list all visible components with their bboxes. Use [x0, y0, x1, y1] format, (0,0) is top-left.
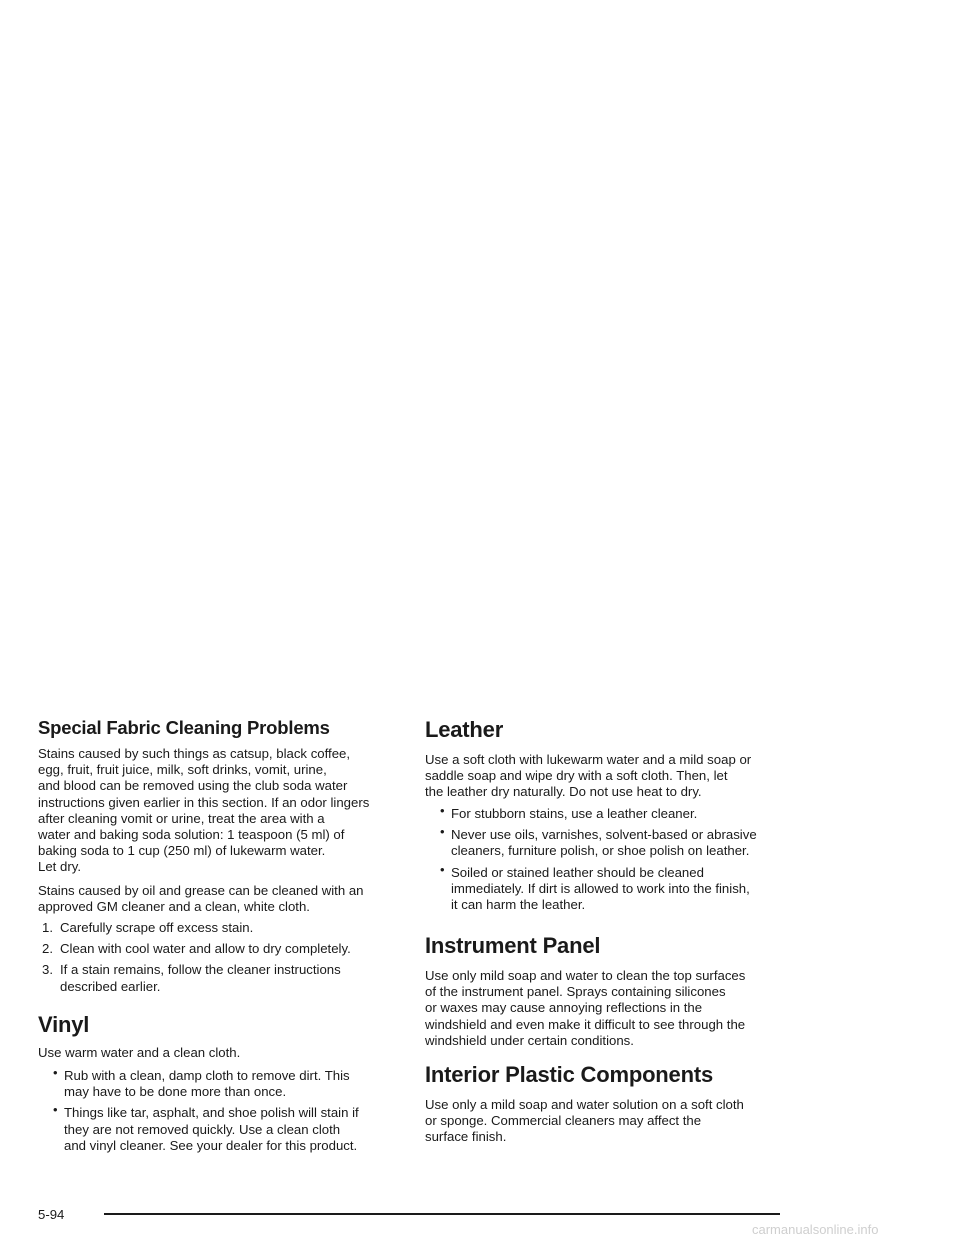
step-text: Carefully scrape off excess stain. [60, 920, 254, 935]
bullet-item [425, 824, 775, 859]
bullet-text: Never use oils, varnishes, solvent-based or abrasive cleaners, furniture polish, or shoe polish on leather. [451, 827, 757, 859]
instrument-panel-text: Use only mild soap and water to clean the top surfaces of the instrument panel. Sprays containing silicones or waxes may cause annoying reflections in the windshield and even make it difficult to see through the windshield under certain conditions. [425, 968, 746, 1048]
step-text: Clean with cool water and allow to dry completely. [60, 941, 351, 957]
leather-intro: Use a soft cloth with lukewarm water and a mild soap or saddle soap and wipe dry with a soft cloth. Then, let the leather dry naturally. Do not use heat to dry. [425, 752, 752, 800]
bullet-item [425, 861, 775, 914]
step-item [38, 962, 378, 994]
footer-rule [104, 1213, 780, 1215]
interior-plastic-heading: Interior Plastic Components [425, 1062, 713, 1087]
vinyl-intro: Use warm water and a clean cloth. [38, 1045, 241, 1060]
bullet-text: Things like tar, asphalt, and shoe polish will stain if they are not removed quickly. Use a clean cloth and vinyl cleaner. See your dealer for this product. [64, 1105, 359, 1153]
page-number: 5-94 [38, 1207, 65, 1222]
bullet-item [38, 1102, 388, 1154]
bullet-text: Rub with a clean, damp cloth to remove dirt. This may have to be done more than once. [64, 1068, 350, 1100]
watermark-text: carmanualsonline.info [752, 1222, 879, 1237]
vinyl-heading: Vinyl [38, 1012, 90, 1037]
bullet-icon: • [53, 1065, 58, 1080]
bullet-icon: • [440, 861, 445, 877]
bullet-text: Soiled or stained leather should be cleaned immediately. If dirt is allowed to work into the finish, it can harm the leather. [451, 864, 750, 913]
bullet-item [38, 1065, 388, 1100]
interior-plastic-text: Use only a mild soap and water solution on a soft cloth or sponge. Commercial cleaners may affect the surface finish. [425, 1097, 744, 1145]
instrument-panel-heading: Instrument Panel [425, 933, 601, 958]
bullet-text: For stubborn stains, use a leather cleaner. [451, 806, 698, 821]
step-number: 3. [42, 962, 53, 978]
bullet-icon: • [53, 1102, 58, 1118]
bullet-item [425, 803, 775, 822]
leather-heading: Leather [425, 717, 504, 742]
leather-bullets [425, 803, 775, 918]
vinyl-bullets [38, 1065, 388, 1159]
step-number: 1. [42, 920, 53, 935]
special-fabric-paragraph-1: Stains caused by such things as catsup, black coffee, egg, fruit, fruit juice, milk, soft drinks, vomit, urine, and blood can be removed using the club soda water instructions given earlier in this section. If an odor lingers after cleaning vomit or urine, treat the area with a water and baking soda solution: 1 teaspoon (5 ml) of baking soda to 1 cup (250 ml) of lukewarm water. Let dry. [38, 746, 370, 875]
special-fabric-heading: Special Fabric Cleaning Problems [38, 717, 330, 738]
cleaning-steps-list [38, 920, 378, 1000]
bullet-icon: • [440, 803, 445, 818]
step-text: If a stain remains, follow the cleaner instructions described earlier. [60, 962, 341, 994]
step-item [38, 941, 378, 957]
bullet-icon: • [440, 824, 445, 840]
step-item [38, 920, 378, 936]
special-fabric-paragraph-2: Stains caused by oil and grease can be cleaned with an approved GM cleaner and a clean, white cloth. [38, 883, 364, 915]
step-number: 2. [42, 941, 53, 957]
